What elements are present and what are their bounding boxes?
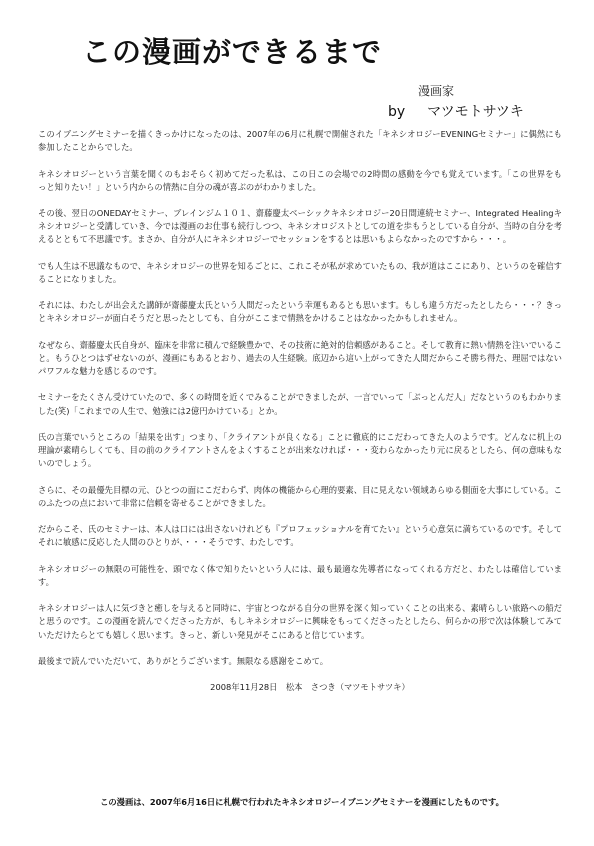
- paragraph: キネシオロジーは人に気づきと癒しを与えると同時に、宇宙とつながる自分の世界を深く知っていくことの出来る、素晴らしい旅路への船だと思うのです。この漫画を読んでくださった方が、もしキネシオロジーに興味をもってくださったとしたら、何らかの形で次は体験してみていただけたらとても嬉しく思います。きっと、新しい発見がそこにあると信じています。: [38, 603, 562, 640]
- page-title: この漫画ができるまで: [82, 35, 383, 69]
- paragraph: だからこそ、氏のセミナーは、本人は口には出さないけれども『プロフェッショナルを育てたい』という心意気に満ちているのです。そしてそれに敏感に反応した人間のひとりが、・・・そうです、わたしです。: [38, 524, 562, 548]
- author-name: マツモトサツキ: [427, 104, 524, 120]
- closing-paragraph: 最後まで読んでいただいて、ありがとうございます。無限なる感謝をこめて。: [38, 655, 329, 666]
- footer-note: この漫画は、2007年6月16日に札幌で行われたキネシオロジーイブニングセミナーを漫画にしたものです。: [100, 797, 504, 807]
- paragraph: それには、わたしが出会えた講師が齋藤慶太氏という人間だったという幸運もあるとも思います。もしも違う方だったとしたら・・・？きっとキネシオロジーが面白そうだと思ったとしても、自分がここまで情熱をかけることはなかったかもしれません。: [38, 300, 562, 324]
- essay-body: [38, 128, 562, 694]
- paragraph: このイブニングセミナーを描くきっかけになったのは、2007年の6月に札幌で開催された「キネシオロジーEVENINGセミナー」に偶然にも参加したことからでした。: [38, 129, 562, 153]
- paragraph: キネシオロジーの無限の可能性を、頭でなく体で知りたいという人には、最も最適な先導者になってくれる方だと、わたしは確信しています。: [38, 563, 562, 587]
- paragraph: その後、翌日のONEDAYセミナー、ブレインジム１０１、齋藤慶太ベーシックキネシオロジー20日間連続セミナー、Integrated Healingキネシオロジーと受講していき、今では漫画のお仕事も続行しつつ、キネシオロジストとしての道を歩もうとしている自分が、当時の自分を考えるとともて不思議です。まさか、自分が人にキネシオロジーでセッションをするとは思いもよらなかったのですから・・・。: [38, 208, 562, 245]
- signature-line: 2008年11月28日 松本 さつき（マツモトサツキ）: [210, 682, 410, 693]
- author-role: 漫画家: [418, 84, 455, 98]
- paragraph: でも人生は不思議なもので、キネシオロジーの世界を知るごとに、これこそが私が求めていたもの、我が道はここにあり、というのを確信することになりました。: [38, 260, 562, 284]
- paragraph: 氏の言葉でいうところの「結果を出す」つまり、「クライアントが良くなる」ことに徹底的にこだわってきた人のようです。どんなに机上の理論が素晴らしくても、目の前のクライアントさんをよくすることが出来なければ・・・変わらなかったり元に戻るとしたら、何の意味もないのでしょう。: [38, 431, 562, 469]
- paragraph: キネシオロジーという言葉を聞くのもおそらく初めてだった私は、この日この会場での2時間の感動を今でも覚えています。「この世界をもっと知りたい！」という内からの情熱に自分の魂が喜ぶのがわかりました。: [38, 168, 562, 192]
- byline: [388, 101, 524, 121]
- paragraph: なぜなら、齋藤慶太氏自身が、臨床を非常に積んで経験豊かで、その技術に絶対的信頼感があること。そして教育に熱い情熱を注いでいること。もうひとつはずせないのが、漫画にもあるとおり、過去の人生経験。底辺から這い上がってきた人間だからこそ勝ち得た、理屈ではないパワフルな魅力を感じるのです。: [38, 339, 562, 377]
- paragraph: セミナーをたくさん受けていたので、多くの時間を近くでみることができましたが、一言でいって「ぶっとんだ人」だなというのもわかりました(笑)「これまでの人生で、勉強には2億円かけている」とか。: [38, 392, 562, 416]
- by-label: by: [388, 104, 406, 120]
- paragraph: さらに、その最優先目標の元、ひとつの面にこだわらず、肉体の機能から心理的要素、目に見えない領域あらゆる側面を大事にしている。このふたつの点において非常に信頼を寄せることができました。: [38, 484, 562, 508]
